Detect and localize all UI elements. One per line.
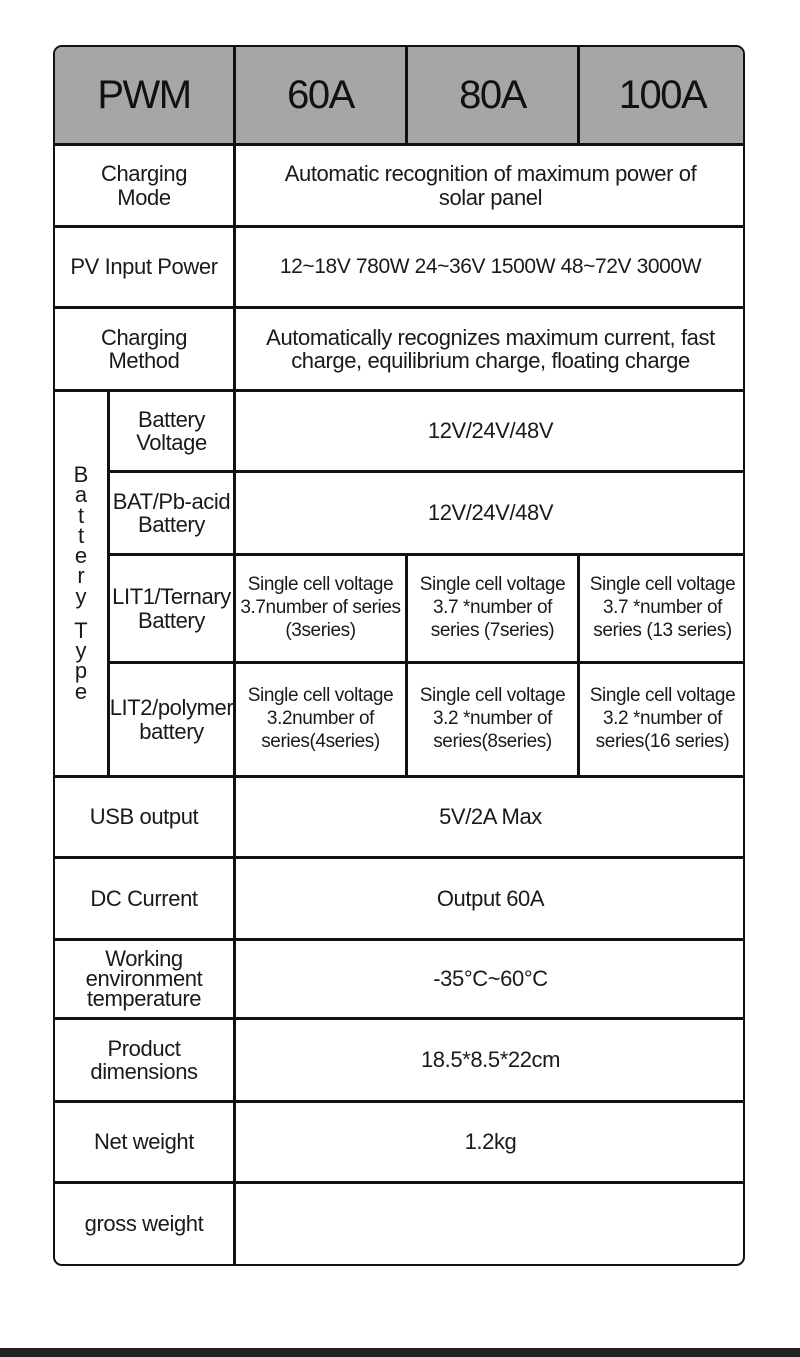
column-divider bbox=[577, 553, 580, 775]
column-divider bbox=[405, 47, 408, 143]
lit2-value-80a: Single cell voltage 3.2 *number of series(8series) bbox=[419, 685, 566, 752]
row-value-battery-voltage: 12V/24V/48V bbox=[427, 418, 554, 444]
lit2-value-60a: Single cell voltage 3.2number of series(4series) bbox=[247, 685, 394, 752]
row-divider bbox=[55, 1181, 745, 1184]
row-divider bbox=[107, 470, 745, 473]
row-divider bbox=[55, 856, 745, 859]
letter: T bbox=[74, 617, 88, 643]
letter: t bbox=[77, 522, 85, 548]
row-divider bbox=[55, 1017, 745, 1020]
row-label-charging-mode: Charging Mode bbox=[100, 161, 188, 210]
row-value-product-dimensions: 18.5*8.5*22cm bbox=[420, 1047, 561, 1073]
header-variant-80a: 80A bbox=[408, 47, 577, 143]
letter: y bbox=[75, 583, 87, 609]
row-label-working-temperature: Working environment temperature bbox=[85, 946, 203, 1011]
lit2-value-100a: Single cell voltage 3.2 *number of series(16 series) bbox=[589, 685, 736, 752]
column-divider bbox=[577, 47, 580, 143]
column-divider bbox=[405, 553, 408, 775]
lit1-value-80a: Single cell voltage 3.7 *number of series (7series) bbox=[419, 574, 566, 641]
row-divider bbox=[55, 775, 745, 778]
letter: B bbox=[73, 462, 89, 488]
letter: e bbox=[74, 678, 88, 704]
row-divider bbox=[55, 306, 745, 309]
letter: p bbox=[74, 658, 88, 684]
row-value-gross-weight bbox=[236, 1184, 745, 1264]
row-label-battery-voltage: Battery Voltage bbox=[136, 406, 207, 455]
letter: y bbox=[75, 638, 87, 664]
row-label-lit2-polymer: LIT2/polymer battery bbox=[109, 695, 234, 744]
lit1-value-60a: Single cell voltage 3.7number of series (3series) bbox=[240, 574, 401, 641]
row-label-pv-input-power: PV Input Power bbox=[70, 254, 218, 280]
row-label-bat-pb-acid: BAT/Pb-acid Battery bbox=[112, 488, 231, 537]
header-model: PWM bbox=[55, 47, 233, 143]
header-variant-100a: 100A bbox=[580, 47, 745, 143]
letter: a bbox=[74, 482, 88, 508]
row-divider bbox=[107, 661, 745, 664]
letter: t bbox=[77, 502, 85, 528]
row-divider bbox=[55, 143, 745, 146]
row-divider bbox=[107, 553, 745, 556]
row-value-bat-pb-acid: 12V/24V/48V bbox=[427, 500, 554, 526]
row-label-usb-output: USB output bbox=[89, 804, 199, 830]
row-value-working-temperature: -35°C~60°C bbox=[433, 966, 548, 992]
row-value-net-weight: 1.2kg bbox=[464, 1129, 517, 1155]
row-divider bbox=[55, 938, 745, 941]
row-divider bbox=[55, 1100, 745, 1103]
column-divider bbox=[233, 47, 236, 1264]
row-label-product-dimensions: Product dimensions bbox=[90, 1035, 198, 1084]
row-divider bbox=[55, 225, 745, 228]
lit1-value-100a: Single cell voltage 3.7 *number of series (13 series) bbox=[589, 574, 736, 641]
row-value-charging-mode: Automatic recognition of maximum power of solar panel bbox=[284, 161, 697, 210]
row-value-usb-output: 5V/2A Max bbox=[439, 804, 542, 830]
row-divider bbox=[55, 389, 745, 392]
letter: e bbox=[74, 543, 88, 569]
row-label-charging-method: Charging Method bbox=[100, 324, 188, 373]
row-value-pv-input-power: 12~18V 780W 24~36V 1500W 48~72V 3000W bbox=[279, 254, 702, 278]
bottom-bar bbox=[0, 1348, 800, 1357]
row-label-gross-weight: gross weight bbox=[84, 1211, 204, 1237]
spec-table bbox=[53, 45, 745, 1266]
column-divider bbox=[107, 389, 110, 775]
battery-type-group-label bbox=[55, 392, 107, 775]
row-label-dc-current: DC Current bbox=[90, 885, 198, 911]
row-value-dc-current: Output 60A bbox=[436, 885, 545, 911]
row-label-net-weight: Net weight bbox=[94, 1129, 194, 1155]
row-value-charging-method: Automatically recognizes maximum current, fast charge, equilibrium charge, floating charge bbox=[266, 324, 715, 373]
letter: r bbox=[77, 563, 85, 589]
row-label-lit1-ternary: LIT1/Ternary Battery bbox=[112, 584, 231, 633]
header-variant-60a: 60A bbox=[236, 47, 405, 143]
